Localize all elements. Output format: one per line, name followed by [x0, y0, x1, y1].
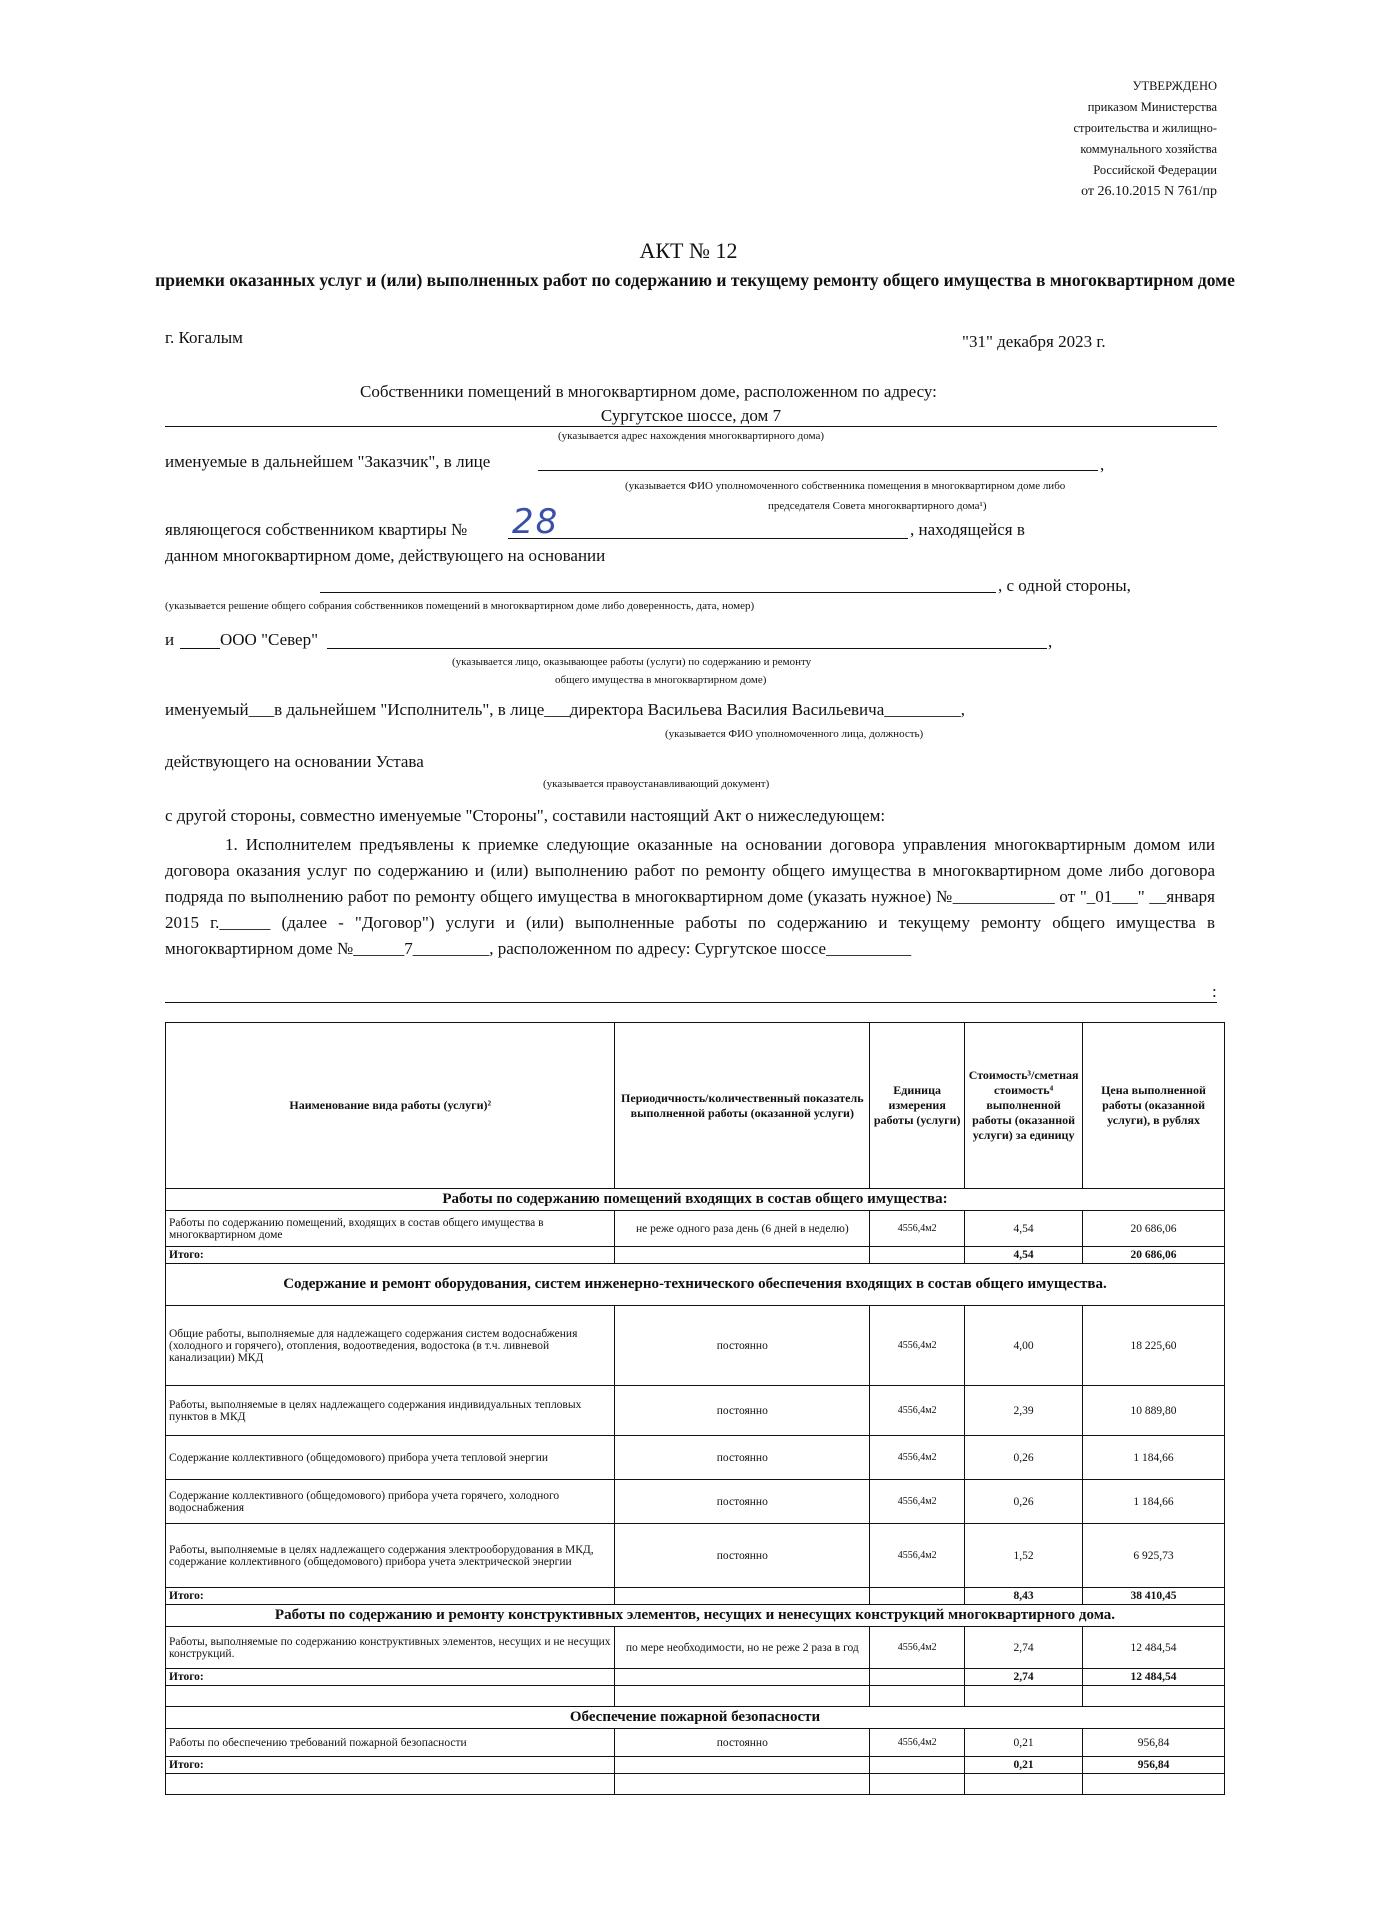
empty-cell: [615, 1686, 870, 1707]
empty-cell: [615, 1588, 870, 1605]
table-row: [166, 1627, 1225, 1669]
cell-cost: 0,26: [965, 1436, 1083, 1480]
customer-hint-2: председателя Совета многоквартирного дома¹): [768, 500, 987, 512]
comma: ,: [1048, 632, 1053, 651]
cell-cost: 4,54: [965, 1211, 1083, 1247]
empty-cell: [870, 1686, 965, 1707]
cell-price: 10 889,80: [1083, 1386, 1225, 1436]
empty-cell: [166, 1686, 615, 1707]
total-price: 20 686,06: [1083, 1247, 1225, 1264]
customer-hint-1: (указывается ФИО уполномоченного собственника помещения в многоквартирном доме либо: [625, 480, 1066, 492]
cell-name: Работы, выполняемые в целях надлежащего содержания электрооборудования в МКД, содержание коллективного (общедомового) прибора учета электрической энергии: [166, 1524, 615, 1588]
cell-unit: 4556,4м2: [870, 1524, 965, 1588]
cell-period: не реже одного раза день (6 дней в неделю): [615, 1211, 870, 1247]
section-title: Работы по содержанию помещений входящих в состав общего имущества:: [166, 1189, 1225, 1211]
clause-blank: [165, 1002, 1217, 1003]
cell-unit: 4556,4м2: [870, 1480, 965, 1524]
empty-cell: [870, 1247, 965, 1264]
cell-unit: 4556,4м2: [870, 1729, 965, 1757]
and-blank: [180, 648, 220, 649]
cell-period: по мере необходимости, но не реже 2 раза в год: [615, 1627, 870, 1669]
owner-flat-label: являющегося собственником квартиры №: [165, 520, 468, 539]
cell-unit: 4556,4м2: [870, 1211, 965, 1247]
approval-line: приказом Министерства: [1087, 100, 1217, 114]
empty-cell: [870, 1588, 965, 1605]
cell-cost: 2,74: [965, 1627, 1083, 1669]
section-title: Обеспечение пожарной безопасности: [166, 1707, 1225, 1729]
clause-1: 1. Исполнителем предъявлены к приемке следующие оказанные на основании договора управления многоквартирным домом или договора оказания услуг по содержанию и (или) выполнению работ по ремонту общего имущества в многоквартирном доме либо договора подряда по выполнению работ по ремонту общего имущества в многоквартирном доме (указать нужное) №____________ от "_01___" __января 2015 г.______ (далее - "Договор") услуги и (или) выполненные работы по содержанию и текущему ремонту общего имущества в многоквартирном доме №______7_________, расположенном по адресу: Сургутское шоссе__________: [165, 835, 1215, 958]
empty-cell: [870, 1757, 965, 1774]
empty-cell: [615, 1247, 870, 1264]
executor-hint: (указывается ФИО уполномоченного лица, должность): [665, 728, 924, 740]
section-title-row: [166, 1264, 1225, 1306]
cell-period: постоянно: [615, 1306, 870, 1386]
cell-unit: 4556,4м2: [870, 1386, 965, 1436]
total-price: 38 410,45: [1083, 1588, 1225, 1605]
empty-row: [166, 1774, 1225, 1795]
flat-blank: [508, 538, 908, 539]
cell-period: постоянно: [615, 1386, 870, 1436]
total-price: 956,84: [1083, 1757, 1225, 1774]
empty-cell: [1083, 1686, 1225, 1707]
approval-line: строительства и жилищно-: [1073, 121, 1217, 135]
cell-cost: 0,21: [965, 1729, 1083, 1757]
empty-cell: [166, 1774, 615, 1795]
total-price: 12 484,54: [1083, 1669, 1225, 1686]
works-table: [165, 1022, 1225, 1795]
cell-unit: 4556,4м2: [870, 1306, 965, 1386]
other-side-line: с другой стороны, совместно именуемые "Стороны", составили настоящий Акт о нижеследующем:: [165, 806, 886, 825]
cell-name: Общие работы, выполняемые для надлежащего содержания систем водоснабжения (холодного и горячего), отопления, водоотведения, водостока (в т.ч. ливневой канализации) МКД: [166, 1306, 615, 1386]
section-title: Работы по содержанию и ремонту конструктивных элементов, несущих и ненесущих конструкций многоквартирного дома.: [166, 1605, 1225, 1627]
cell-price: 1 184,66: [1083, 1480, 1225, 1524]
act-number: АКТ № 12: [639, 238, 738, 263]
act-date: "31" декабря 2023 г.: [962, 332, 1106, 351]
total-cost: 2,74: [965, 1669, 1083, 1686]
table-row: [166, 1524, 1225, 1588]
basis-line: данном многоквартирном доме, действующего на основании: [165, 546, 606, 565]
empty-cell: [1083, 1774, 1225, 1795]
approval-stamp: [1073, 76, 1217, 202]
contractor-name: ООО "Север": [220, 630, 319, 649]
customer-line: именуемые в дальнейшем "Заказчик", в лице: [165, 452, 491, 471]
section-title-row: [166, 1605, 1225, 1627]
table-row: [166, 1436, 1225, 1480]
cell-price: 20 686,06: [1083, 1211, 1225, 1247]
approval-line: коммунального хозяйства: [1080, 142, 1217, 156]
cell-name: Работы, выполняемые в целях надлежащего содержания индивидуальных тепловых пунктов в МКД: [166, 1386, 615, 1436]
charter-line: действующего на основании Устава: [165, 752, 424, 771]
empty-cell: [965, 1774, 1083, 1795]
header-name: Наименование вида работы (услуги)²: [166, 1023, 615, 1189]
executor-line: именуемый___в дальнейшем "Исполнитель", в лице___директора Васильева Василия Васильевича_________,: [165, 700, 965, 719]
total-label: Итого:: [166, 1588, 615, 1605]
total-row: [166, 1669, 1225, 1686]
cell-name: Содержание коллективного (общедомового) прибора учета горячего, холодного водоснабжения: [166, 1480, 615, 1524]
colon: :: [1212, 982, 1217, 1001]
table-row: [166, 1729, 1225, 1757]
total-row: [166, 1588, 1225, 1605]
cell-cost: 4,00: [965, 1306, 1083, 1386]
and-label: и: [165, 630, 175, 649]
cell-unit: 4556,4м2: [870, 1627, 965, 1669]
empty-row: [166, 1686, 1225, 1707]
header-cost: Стоимость³/сметная стоимость⁴ выполненной работы (оказанной услуги) за единицу: [965, 1023, 1083, 1189]
cell-period: постоянно: [615, 1436, 870, 1480]
header-unit: Единица измерения работы (услуги): [870, 1023, 965, 1189]
charter-hint: (указывается правоустанавливающий документ): [543, 778, 770, 790]
comma: ,: [1100, 455, 1105, 474]
cell-period: постоянно: [615, 1729, 870, 1757]
header-period: Периодичность/количественный показатель выполненной работы (оказанной услуги): [615, 1023, 870, 1189]
address-value: Сургутское шоссе, дом 7: [165, 406, 1217, 427]
cell-price: 18 225,60: [1083, 1306, 1225, 1386]
cell-price: 6 925,73: [1083, 1524, 1225, 1588]
empty-cell: [615, 1757, 870, 1774]
flat-number-handwritten: 28: [512, 502, 560, 542]
cell-cost: 0,26: [965, 1480, 1083, 1524]
one-side-label: , с одной стороны,: [998, 576, 1131, 595]
empty-cell: [615, 1774, 870, 1795]
cell-price: 1 184,66: [1083, 1436, 1225, 1480]
table-row: [166, 1306, 1225, 1386]
owners-intro: Собственники помещений в многоквартирном доме, расположенном по адресу:: [360, 382, 937, 401]
customer-blank: [538, 470, 1098, 471]
empty-cell: [870, 1774, 965, 1795]
cell-cost: 2,39: [965, 1386, 1083, 1436]
empty-cell: [965, 1686, 1083, 1707]
act-title: приемки оказанных услуг и (или) выполненных работ по содержанию и текущему ремонту общего имущества в многоквартирном доме: [155, 270, 1235, 290]
cell-unit: 4556,4м2: [870, 1436, 965, 1480]
cell-period: постоянно: [615, 1524, 870, 1588]
table-header-row: [166, 1023, 1225, 1189]
cell-cost: 1,52: [965, 1524, 1083, 1588]
total-row: [166, 1757, 1225, 1774]
cell-price: 956,84: [1083, 1729, 1225, 1757]
decision-hint: (указывается решение общего собрания собственников помещений в многоквартирном доме либо доверенность, дата, номер): [165, 600, 755, 612]
address-hint: (указывается адрес нахождения многоквартирного дома): [557, 430, 824, 442]
total-cost: 8,43: [965, 1588, 1083, 1605]
total-row: [166, 1247, 1225, 1264]
empty-cell: [615, 1669, 870, 1686]
approval-line: от 26.10.2015 N 761/пр: [1081, 184, 1217, 199]
cell-period: постоянно: [615, 1480, 870, 1524]
total-cost: 0,21: [965, 1757, 1083, 1774]
section-title-row: [166, 1189, 1225, 1211]
cell-name: Работы, выполняемые по содержанию конструктивных элементов, несущих и не несущих конструкций.: [166, 1627, 615, 1669]
table-row: [166, 1480, 1225, 1524]
total-label: Итого:: [166, 1669, 615, 1686]
total-label: Итого:: [166, 1247, 615, 1264]
cell-price: 12 484,54: [1083, 1627, 1225, 1669]
table-row: [166, 1386, 1225, 1436]
section-title-row: [166, 1707, 1225, 1729]
section-title: Содержание и ремонт оборудования, систем инженерно-технического обеспечения входящих в состав общего имущества.: [166, 1264, 1225, 1306]
cell-name: Содержание коллективного (общедомового) прибора учета тепловой энергии: [166, 1436, 615, 1480]
contractor-blank: [327, 648, 1047, 649]
act-city: г. Когалым: [165, 328, 243, 347]
located-label: , находящейся в: [910, 520, 1025, 539]
cell-name: Работы по содержанию помещений, входящих в состав общего имущества в многоквартирном доме: [166, 1211, 615, 1247]
approval-line: Российской Федерации: [1093, 163, 1217, 177]
cell-name: Работы по обеспечению требований пожарной безопасности: [166, 1729, 615, 1757]
contractor-hint-1: (указывается лицо, оказывающее работы (услуги) по содержанию и ремонту: [452, 656, 812, 668]
total-cost: 4,54: [965, 1247, 1083, 1264]
table-row: [166, 1211, 1225, 1247]
total-label: Итого:: [166, 1757, 615, 1774]
header-price: Цена выполненной работы (оказанной услуги), в рублях: [1083, 1023, 1225, 1189]
empty-cell: [870, 1669, 965, 1686]
decision-blank: [320, 592, 996, 593]
contractor-hint-2: общего имущества в многоквартирном доме): [555, 674, 767, 686]
approval-line: УТВЕРЖДЕНО: [1132, 79, 1217, 93]
